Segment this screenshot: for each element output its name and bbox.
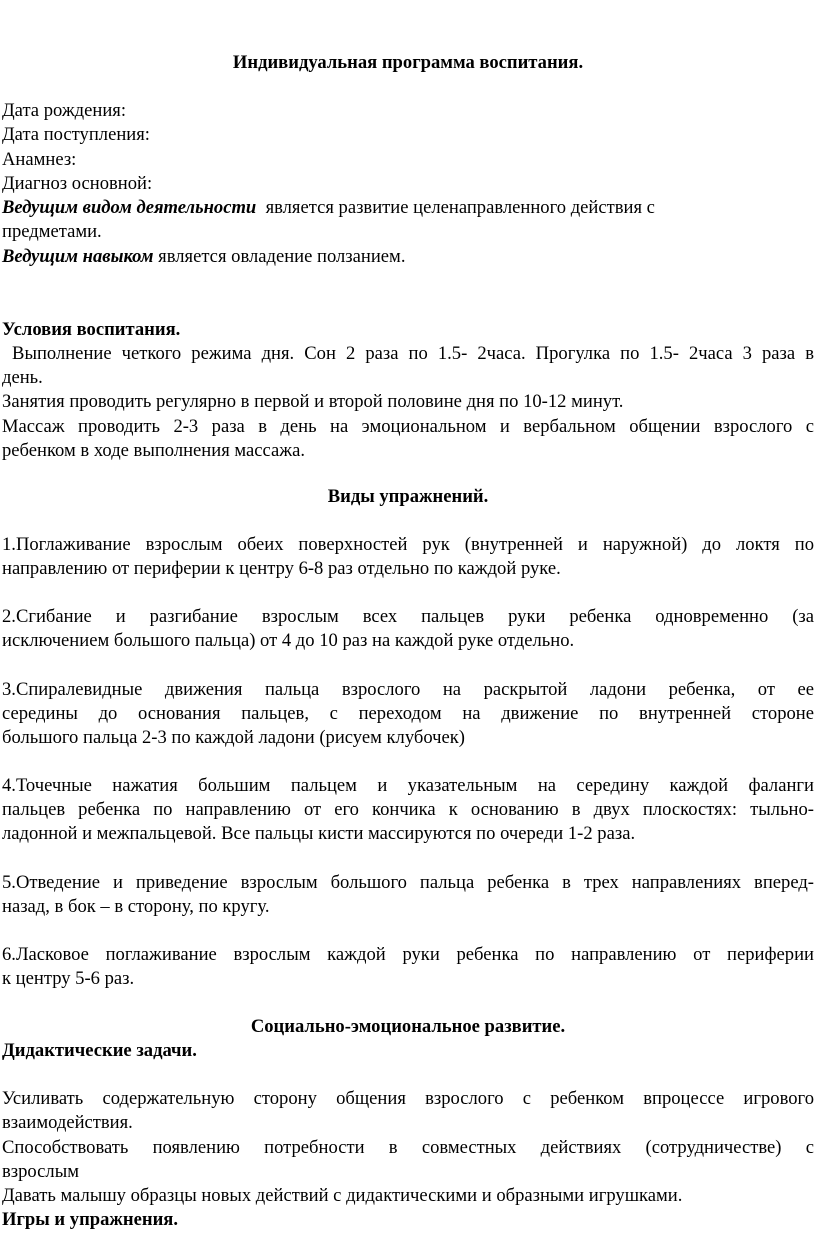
conditions-line: Массаж проводить 2-3 раза в день на эмоциональном и вербальном общении взрослого с xyxy=(2,416,814,437)
games-heading: Игры и упражнения. xyxy=(2,1209,179,1230)
didactic-tasks-heading: Дидактические задачи. xyxy=(2,1040,197,1061)
leading-activity-continuation: предметами. xyxy=(2,221,102,242)
conditions-line: день. xyxy=(2,367,43,388)
leading-activity-line xyxy=(2,196,814,221)
leading-skill-line xyxy=(2,245,814,270)
social-heading: Социально-эмоциональное развитие. xyxy=(250,1016,566,1037)
document-title: Индивидуальная программа воспитания. xyxy=(232,52,584,73)
exercise-line: большого пальца 2-3 по каждой ладони (рисуем клубочек) xyxy=(2,727,465,748)
exercise-line: 1.Поглаживание взрослым обеих поверхностей рук (внутренней и наружной) до локтя по xyxy=(2,534,814,555)
exercise-line: исключением большого пальца) от 4 до 10 раз на каждой руке отдельно. xyxy=(2,630,575,651)
leading-activity-term: Ведущим видом деятельности xyxy=(2,197,257,218)
field-anamnesis: Анамнез: xyxy=(2,149,77,170)
leading-activity-text: является развитие целенаправленного действия с xyxy=(256,197,655,218)
exercise-line: 5.Отведение и приведение взрослым большого пальца ребенка в трех направлениях вперед- xyxy=(2,872,814,893)
field-admission-date: Дата поступления: xyxy=(2,124,150,145)
exercise-line: середины до основания пальцев, с переходом на движение по внутренней стороне xyxy=(2,703,814,724)
field-birth-date: Дата рождения: xyxy=(2,100,127,121)
exercise-line: 3.Спиралевидные движения пальца взрослого на раскрытой ладони ребенка, от ее xyxy=(2,679,814,700)
field-main-diagnosis: Диагноз основной: xyxy=(2,173,153,194)
conditions-line: ребенком в ходе выполнения массажа. xyxy=(2,440,306,461)
exercise-line: направлению от периферии к центру 6-8 раз отдельно по каждой руке. xyxy=(2,558,561,579)
conditions-line: Занятия проводить регулярно в первой и второй половине дня по 10-12 минут. xyxy=(2,391,624,412)
exercise-line: 4.Точечные нажатия большим пальцем и указательным на середину каждой фаланги xyxy=(2,775,814,796)
exercises-heading: Виды упражнений. xyxy=(327,486,489,507)
exercise-line: пальцев ребенка по направлению от его кончика к основанию в двух плоскостях: тыльно- xyxy=(2,799,814,820)
exercise-line: 6.Ласковое поглаживание взрослым каждой руки ребенка по направлению от периферии xyxy=(2,944,814,965)
leading-skill-term: Ведущим навыком xyxy=(2,246,154,267)
exercise-line: к центру 5-6 раз. xyxy=(2,968,135,989)
social-line: Усиливать содержательную сторону общения взрослого с ребенком впроцессе игрового xyxy=(2,1088,814,1109)
conditions-heading: Условия воспитания. xyxy=(2,319,181,340)
social-line: взаимодействия. xyxy=(2,1112,133,1133)
leading-skill-text: является овладение ползанием. xyxy=(153,246,406,267)
exercise-line: назад, в бок – в сторону, по кругу. xyxy=(2,896,270,917)
social-line: Давать малышу образцы новых действий с дидактическими и образными игрушками. xyxy=(2,1185,683,1206)
exercise-line: ладонной и межпальцевой. Все пальцы кисти массируются по очереди 1-2 раза. xyxy=(2,823,636,844)
social-line: взрослым xyxy=(2,1161,79,1182)
exercise-line: 2.Сгибание и разгибание взрослым всех пальцев руки ребенка одновременно (за xyxy=(2,606,814,627)
conditions-line: Выполнение четкого режима дня. Сон 2 раза по 1.5- 2часа. Прогулка по 1.5- 2часа 3 раза в xyxy=(2,343,814,364)
social-line: Способствовать появлению потребности в совместных действиях (сотрудничестве) с xyxy=(2,1137,814,1158)
